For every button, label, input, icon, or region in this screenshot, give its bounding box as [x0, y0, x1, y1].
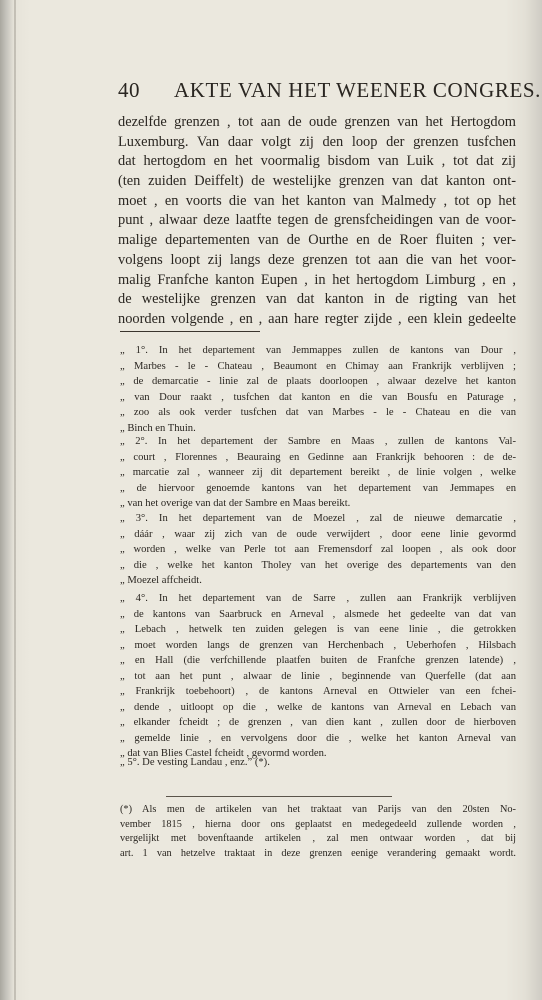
article-line-content: „ dat van Blies Castel fcheidt , gevormd worden. [120, 748, 327, 759]
text-line-content: moet , en voorts die van het kanton van Malmedy , tot op het [118, 192, 516, 209]
main-text-block [118, 113, 516, 330]
article-line-content: „ 2°. In het departement der Sambre en Maas , zullen de kantons Val- [120, 436, 516, 447]
text-line-content: volgens loopt zij langs deze grenzen tot aan die van het voor- [118, 251, 516, 268]
text-line [118, 211, 516, 231]
running-title: AKTE VAN HET WEENER CONGRES. [174, 78, 542, 102]
article-paragraph [120, 755, 516, 771]
article-line-content: „ de hiervoor genoemde kantons van het departement van Jemmapes en [120, 482, 516, 494]
article-line [120, 374, 516, 390]
article-line [120, 465, 516, 481]
article-line [120, 715, 516, 731]
article-line [120, 359, 516, 375]
article-line-content: „ tot aan het punt , alwaar de linie , beginnende van Querfelle (dat aan [120, 670, 516, 682]
text-line-content: (ten zuiden Deiffelt) de westelijke grenzen van dat kanton ont- [118, 173, 516, 190]
article-line-content: „ 5°. De vesting Landau , enz.” (*). [120, 757, 270, 768]
footnote-line-content: (*) Als men de artikelen van het traktaat van Parijs van den 20sten No- [120, 804, 516, 815]
text-line-content: dat hertogdom en het voormalig bisdom van Luik , tot dat zij [118, 153, 516, 170]
article-line [120, 558, 516, 574]
article-line [120, 511, 516, 527]
article-line [120, 607, 516, 623]
article-line [120, 343, 516, 359]
footnote-line-content: vember 1815 , hierna door ons geplaatst en medegedeeld zullende worden , [120, 818, 516, 830]
article-line-content: „ van Dour raakt , tusfchen dat kanton en die van Bousfu en Paturage , [120, 391, 516, 403]
article-line-content: „ moet worden langs de grenzen van Herchenbach , Ueberhofen , Hilsbach [120, 639, 516, 651]
article-line [120, 731, 516, 747]
text-line-content: malig Franfche kanton Eupen , in het hertogdom Limburg , en , [118, 271, 516, 288]
article-line-content: „ court , Florennes , Beauraing en Gedinne aan Frankrijk behooren : de de- [120, 451, 516, 463]
text-line [118, 192, 516, 212]
article-line [120, 573, 516, 589]
article-line [120, 700, 516, 716]
article-line-content: „ worden , welke van Perle tot aan Fremensdorf zal loopen , als ook door [120, 544, 516, 555]
footnote-line-content: vergelijkt met bovenftaande artikelen , zal men ontwaar worden , dat bij [120, 833, 516, 845]
article-line [120, 542, 516, 558]
article-line [120, 622, 516, 638]
article-line-content: „ van het overige van dat der Sambre en Maas bereikt. [120, 498, 351, 509]
text-line-content: punt , alwaar deze laatfte tegen de grensfcheidingen van de voor- [118, 212, 516, 229]
text-line [118, 310, 516, 330]
article-line [120, 755, 516, 771]
footnote-line [120, 847, 516, 862]
text-line [118, 113, 516, 133]
footnote [120, 803, 516, 861]
article-line-content: „ Frankrijk toebehoort) , de kantons Arneval en Ottwieler van een fchei- [120, 686, 516, 697]
article-line-content: „ 3°. In het departement van de Moezel , zal de nieuwe demarcatie , [120, 513, 516, 524]
article-paragraph [120, 434, 516, 512]
text-line [118, 152, 516, 172]
footnote-line-content: art. 1 van hetzelve traktaat in deze grenzen eenige verandering gemaakt wordt. [120, 847, 516, 859]
text-line-content: Luxemburg. Van daar volgt zij den loop der grenzen tusfchen [118, 133, 516, 150]
text-line-content: de westelijke grenzen van dat kanton in de rigting van het [118, 291, 516, 308]
article-line-content: „ Moezel affcheidt. [120, 575, 202, 586]
article-line-content: „ 1°. In het departement van Jemmappes zullen de kantons van Dour , [120, 345, 516, 356]
article-line [120, 434, 516, 450]
article-line [120, 527, 516, 543]
article-line [120, 496, 516, 512]
text-line-content: noorden volgende , en , aan hare regter zijde , een klein gedeelte [118, 310, 516, 327]
article-line-content: „ die , welke het kanton Tholey van het overige des departements van den [120, 559, 516, 571]
article-line-content: „ en Hall (die verfchillende plaatfen buiten de Franfche grenzen latende) , [120, 655, 516, 666]
article-line-content: „ elkander fcheidt ; de grenzen , van dien kant , zullen door de hierboven [120, 717, 516, 728]
article-line-content: „ de kantons van Saarbruck en Arneval , alsmede het gedeelte van dat van [120, 608, 516, 620]
article-line [120, 591, 516, 607]
article-paragraph [120, 511, 516, 589]
article-line-content: „ gemelde linie , en vervolgens door die , welke het kanton Arneval van [120, 732, 516, 744]
article-line [120, 405, 516, 421]
article-line-content: „ dáár , waar zij zich van de oude verwijdert , door eene linie gevormd [120, 528, 516, 540]
article-line-content: „ marcatie zal , wanneer zij dit departement bereikt , de linie volgen , welke [120, 467, 516, 478]
article-line-content: „ 4°. In het departement van de Sarre , zullen aan Frankrijk verblijven [120, 593, 516, 604]
page-binding-edge [14, 0, 16, 1000]
page-number: 40 [118, 78, 140, 102]
article-line-content: „ zoo als ook verder tusfchen dat van Marbes - le - Chateau en die van [120, 407, 516, 418]
footnote-rule [166, 796, 392, 797]
article-line [120, 450, 516, 466]
text-line [118, 231, 516, 251]
article-line-content: „ Binch en Thuin. [120, 422, 196, 434]
article-line [120, 684, 516, 700]
article-line [120, 669, 516, 685]
article-paragraph [120, 343, 516, 436]
text-line [118, 251, 516, 271]
article-line [120, 653, 516, 669]
article-line-content: „ de demarcatie - linie zal de plaats doorloopen , alwaar dezelve het kanton [120, 376, 516, 387]
text-line [118, 290, 516, 310]
section-rule [120, 331, 260, 332]
page-header [118, 78, 542, 112]
footnote-line [120, 832, 516, 847]
text-line [118, 172, 516, 192]
text-line [118, 133, 516, 153]
article-paragraph [120, 591, 516, 762]
text-line-content: dezelfde grenzen , tot aan de oude grenzen van het Hertogdom [118, 114, 516, 130]
footnote-line [120, 803, 516, 818]
article-line-content: „ Lebach , hetwelk ten zuiden gelegen is van eene linie , die getrokken [120, 624, 516, 635]
text-line [118, 271, 516, 291]
article-line-content: „ dende , uitloopt op die , welke de kantons van Arneval en Lebach van [120, 701, 516, 713]
footnote-line [120, 818, 516, 833]
article-line [120, 481, 516, 497]
article-line-content: „ Marbes - le - Chateau , Beaumont en Chimay aan Frankrijk verblijven ; [120, 360, 516, 372]
text-line-content: malige departementen van de Ourthe en de Roer fluiten ; ver- [118, 232, 516, 249]
article-line [120, 638, 516, 654]
article-line [120, 390, 516, 406]
